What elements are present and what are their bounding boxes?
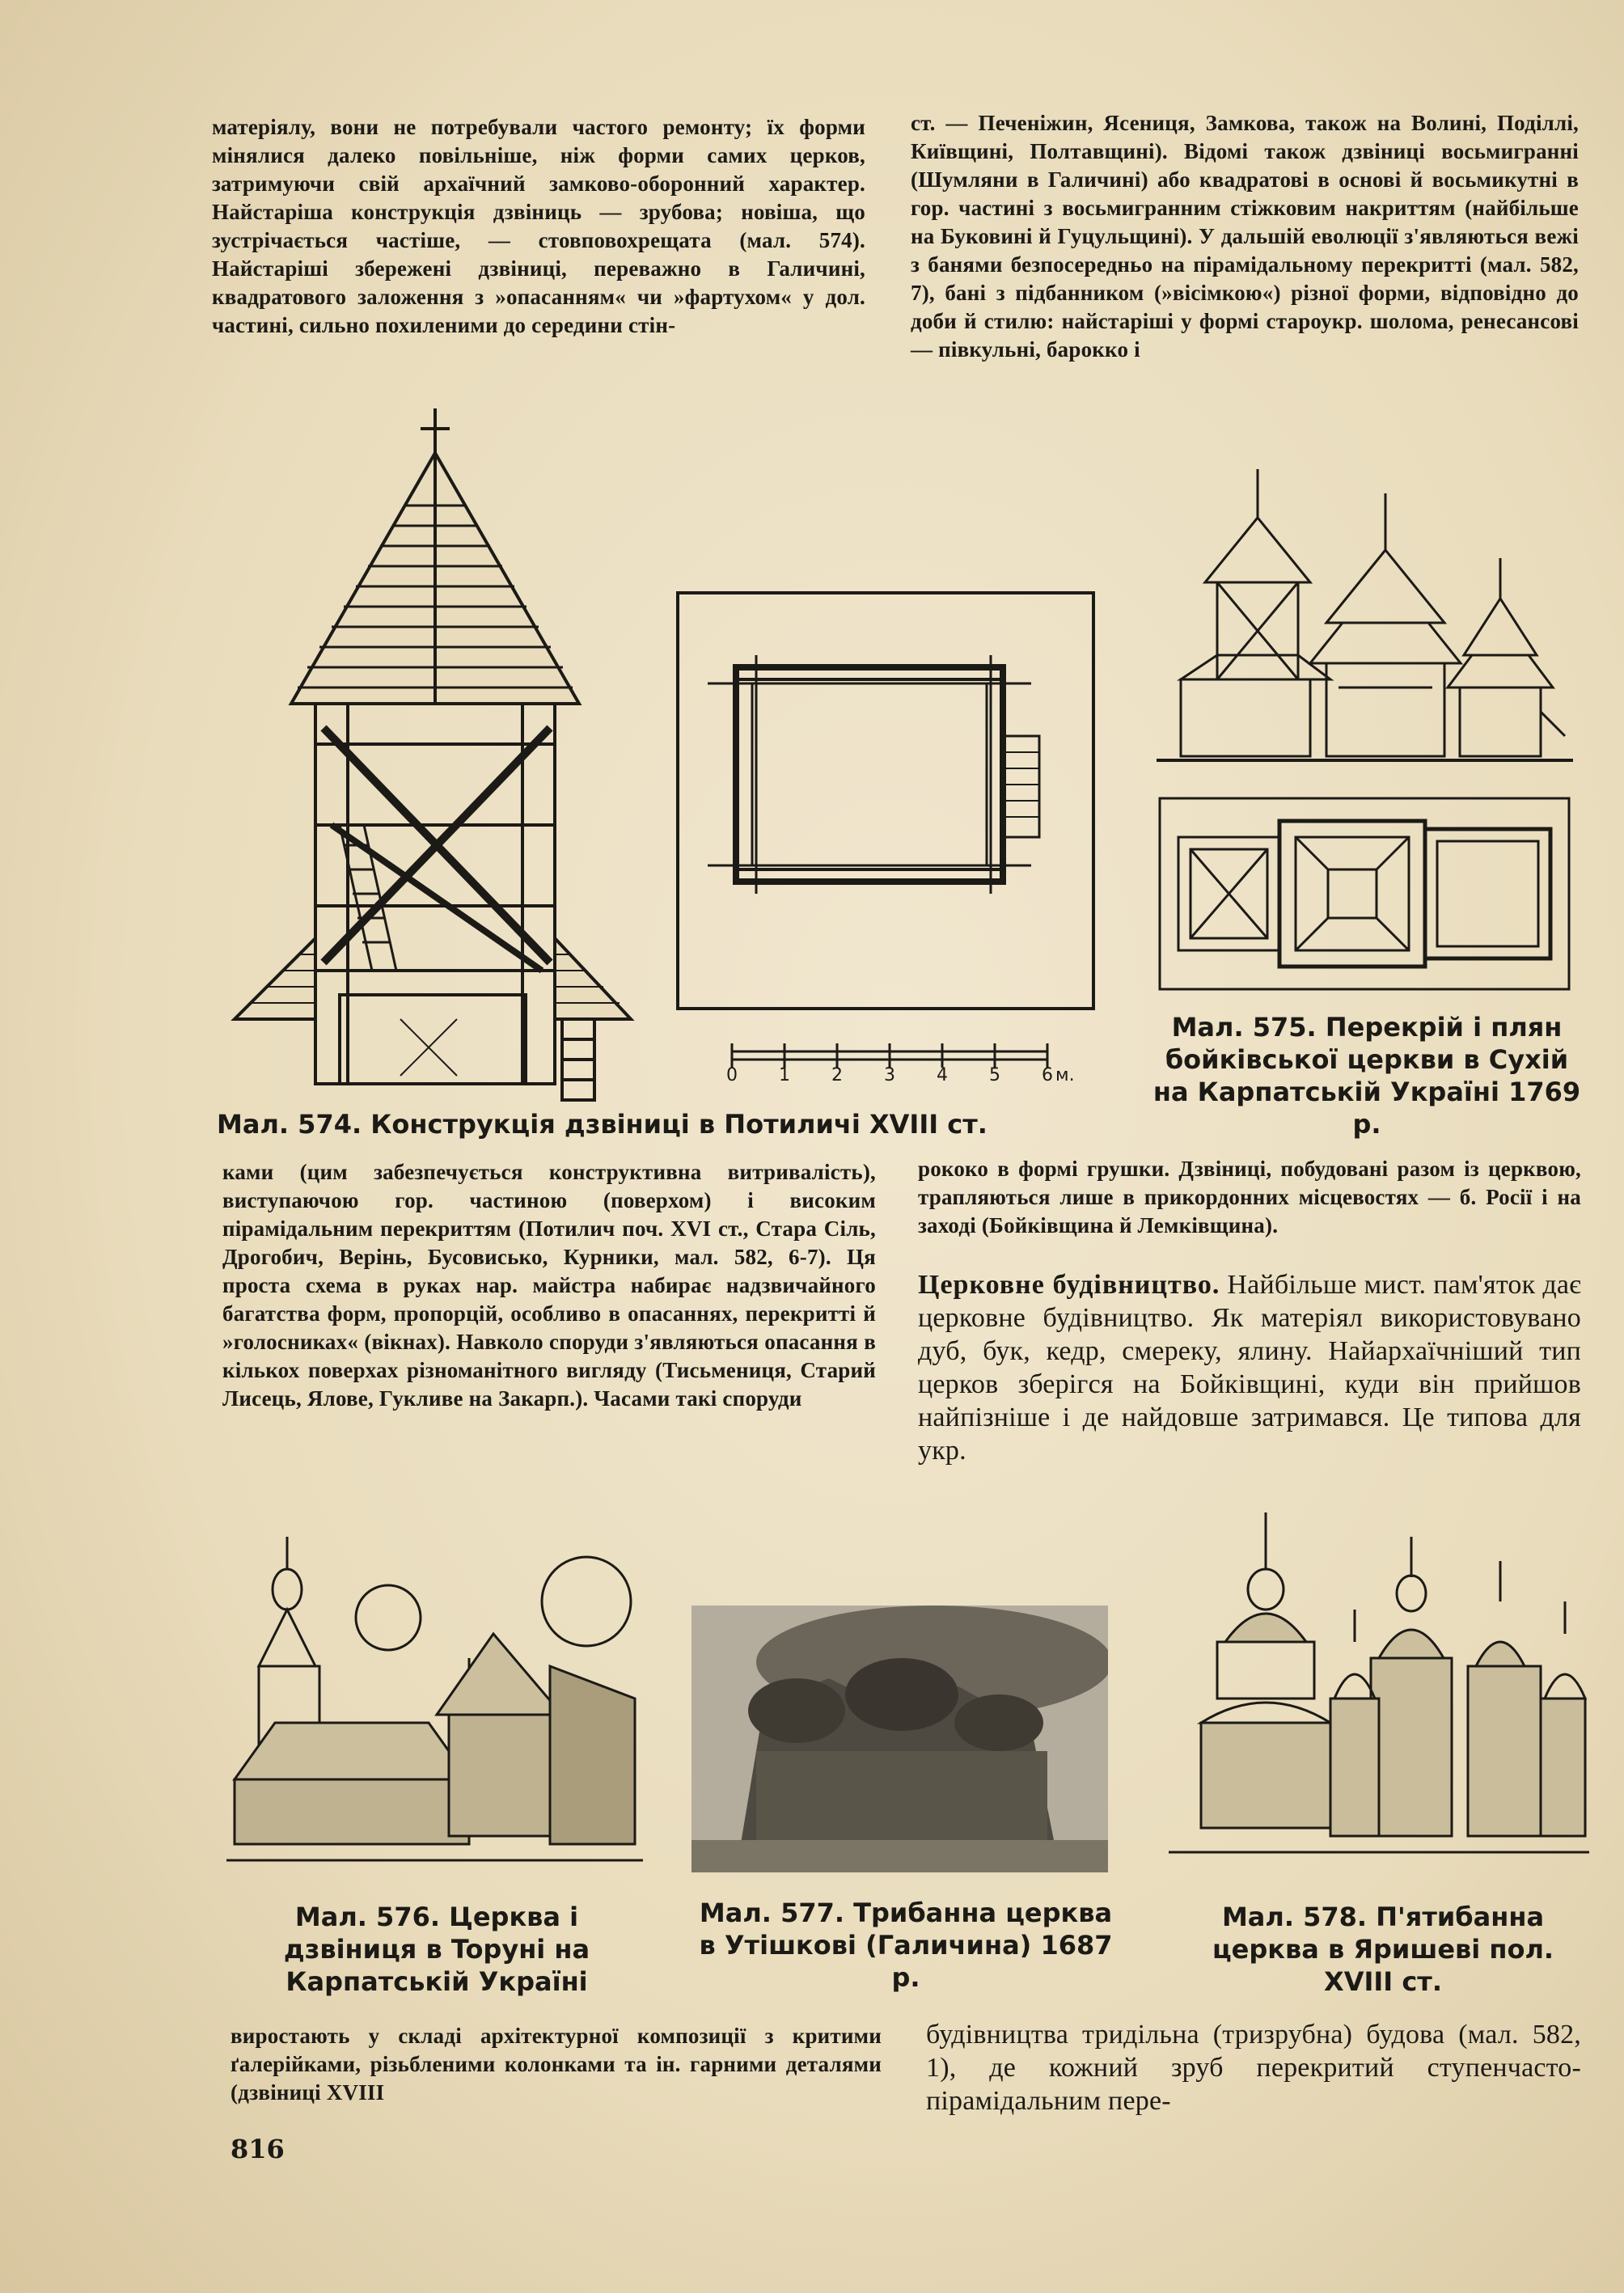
text-mid-right-big [918,1268,1581,1467]
scale-tick: 1 [779,1065,790,1085]
paragraph: виростають у складі архітектурної композиції з критими ґалерійками, різьбленими колонками та ін. гарними деталями (дзвіниці XVIII [230,2024,882,2105]
scale-tick: 4 [937,1065,948,1085]
figure-576-church-illustration [226,1537,643,1893]
paragraph: ками (цим забезпечується конструктивна витривалість), виступаючою гор. частиною (поверхом) і високим пірамідальним перекриттям (Потилич поч. XVI ст., Стара Сіль, Дрогобич, Верінь, Бусовисько, Курники, мал. 582, 6-7). Ця проста схема в руках нар. майстра набирає надзвичайного багатства форм, пропорцій, особливо в опасаннях, перекритті й »голосниках« (вікнах). Навколо споруди з'являються опасання в кількох поверхах різноманітного вигляду (Тисьмениця, Старий Лисець, Ялове, Гукливе на Закарп.). Часами такі споруди [222,1160,876,1411]
scale-tick: 5 [989,1065,1000,1085]
caption-fig-576: Мал. 576. Церква і дзвіниця в Toруні на Карпатській Україні [283,1902,590,1997]
text-bottom-right [926,2018,1581,2117]
caption-fig-577: Мал. 577. Трибанна церква в Утішкові (Галичина) 1687 р. [699,1897,1113,1993]
scale-unit: м. [1055,1065,1075,1085]
text-mid-right [918,1155,1581,1240]
figure-575-church-section [1157,469,1573,768]
caption-fig-574: Мал. 574. Конструкція дзвіниці в Потиличі XVIII ст. [217,1109,988,1140]
paragraph: Церковне будівництво. Найбільше мист. пам'яток дає церковне будівництво. Як матеріял використовувано дуб, бук, кедр, смереку, ялину. Найархаїчніший тип церков зберігся на Бойківщині, куди він прийшов найпізніше і де найдовше затримався. Це типова для укр. [918,1270,1582,1466]
caption-fig-578: Мал. 578. П'ятибанна церква в Яришеві пол. XVIII ст. [1212,1902,1554,1997]
text-bottom-left [230,2022,882,2107]
figure-574-plan-drawing [675,590,1096,1011]
text-top-left [212,113,865,340]
scale-tick: 3 [884,1065,895,1085]
text-mid-left [222,1158,876,1413]
figure-578-church-illustration [1169,1512,1589,1885]
scale-tick: 6 [1042,1065,1053,1085]
paragraph: ст. — Печеніжин, Ясениця, Замкова, також на Волині, Поділлі, Київщині, Полтавщині). Відомі також дзвіниці восьмигранні (Шумляни в Галичині) або квадратові в основі й восьмикутні в гор. частині з восьмигранним стіжковим накриттям (найбільше на Буковині й Гуцульщині). У дальшій еволюції з'являються вежі з банями безпосередньо на пірамідальному перекритті (мал. 582, 7), бані з підбанником (»вісімкою«) різної форми, відповідно до доби й стилю: найстаріші у формі староукр. шолома, ренесансові — півкульні, барокко і [911,111,1579,362]
text-top-right [911,109,1579,364]
figure-575-church-plan [1158,797,1571,991]
paragraph: матеріялу, вони не потребували частого ремонту; їх форми мінялися далеко повільніше, ніж форми самих церков, затримуючи свій архаїчний замково-оборонний характер. Найстаріша конструкція дзвіниць — зрубова; новіша, що зустрічається частіше, — стовповохрещата (мал. 574). Найстаріші збережені дзвіниці, переважно в Галичині, квадратового заложення з »опасанням« чи »фартухом« у дол. частині, сильно похиленими до середини стін- [212,115,865,337]
scale-tick: 2 [831,1065,843,1085]
figure-577-church-photo [691,1606,1108,1872]
paragraph: рококо в формі грушки. Дзвіниці, побудовані разом із церквою, трапляються лише в прикордонних місцевостях — б. Росії і на заході (Бойківщина й Лемківщина). [918,1157,1581,1237]
figure-574-belltower-drawing [226,404,647,1108]
paragraph: будівництва тридільна (тризрубна) будова (мал. 582, 1), де кожний зруб перекритий ступенчасто-пірамідальним пере- [926,2020,1581,2116]
scale-tick: 0 [726,1065,738,1085]
scale-bar [724,1039,1096,1088]
caption-fig-575: Мал. 575. Перекрій і плян бойківської церкви в Сухій на Карпатській Україні 1769 р. [1152,1012,1581,1140]
page-number: 816 [230,2134,285,2164]
section-heading: Церковне будівництво. [918,1270,1220,1300]
